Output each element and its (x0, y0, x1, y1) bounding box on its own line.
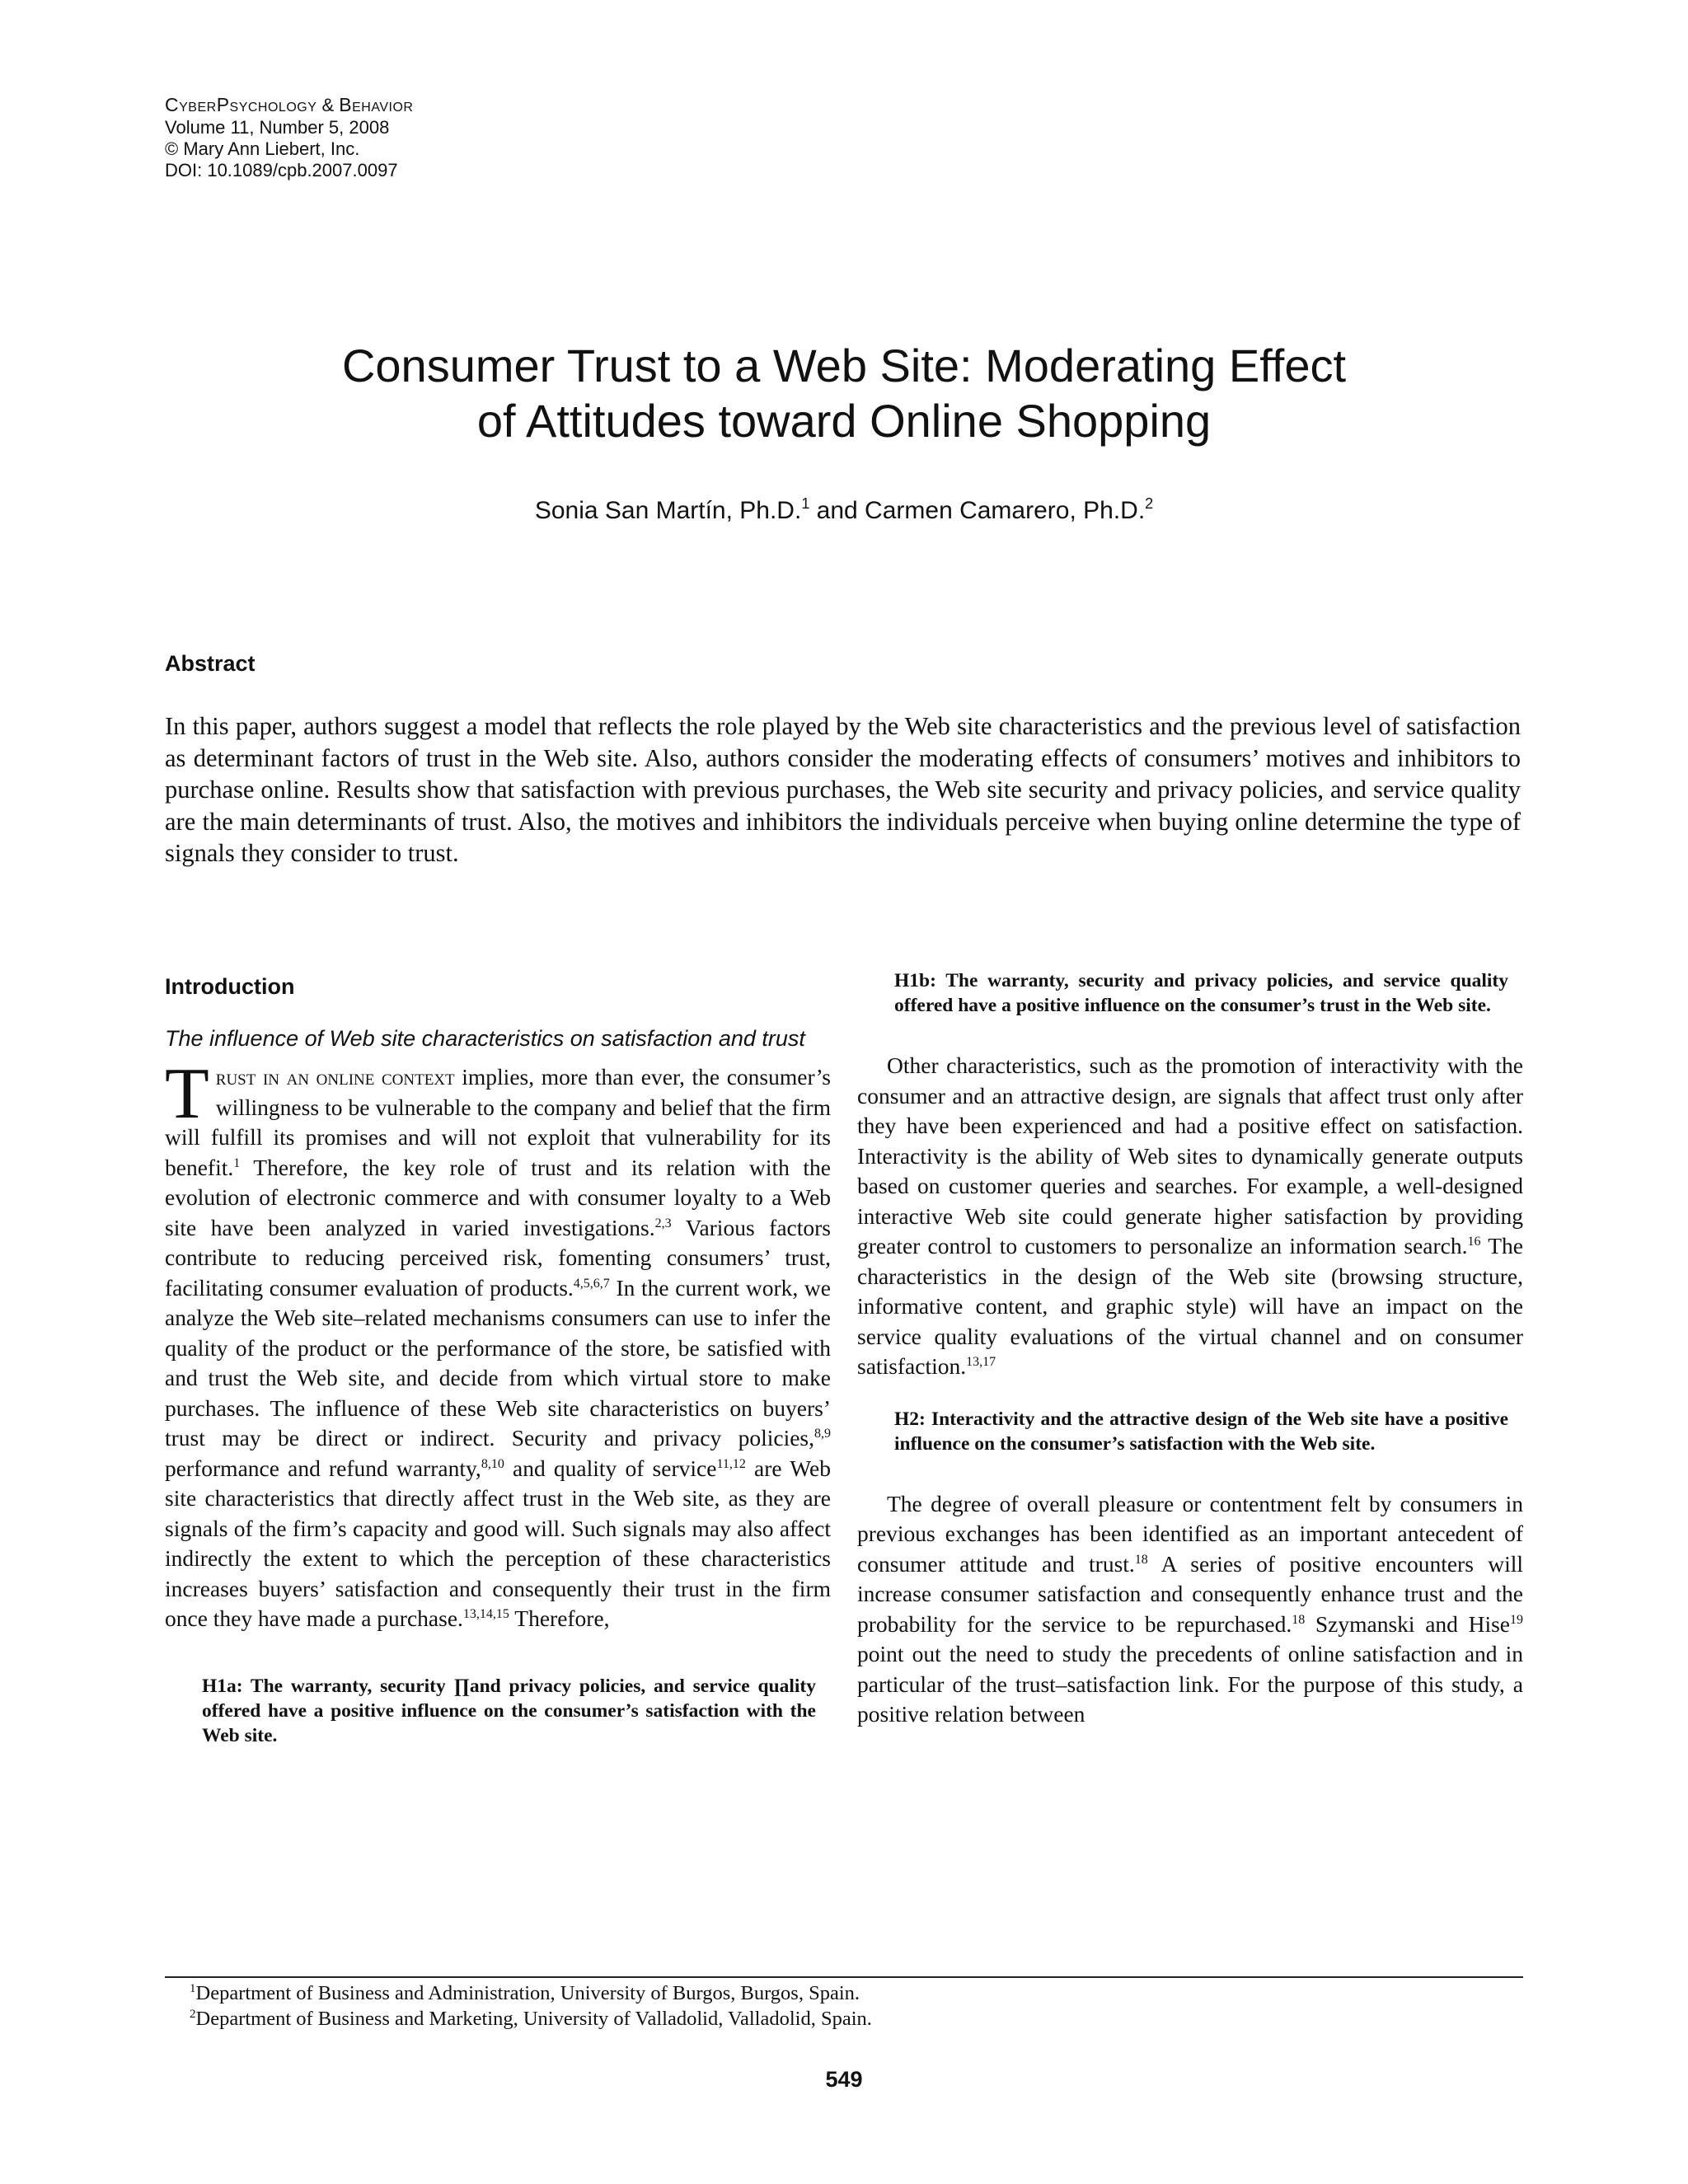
citation: 18 (1134, 1552, 1148, 1567)
text-run: Various factors contribute to reducing perceived risk, fomenting consumers’ trust, facilitating consumer evaluation of products. (165, 1214, 831, 1301)
citation: 8,10 (481, 1456, 504, 1471)
small-caps-lead: rust in an online context (215, 1064, 455, 1090)
footnote-marker: 2 (190, 2008, 196, 2021)
author-2-affiliation: 2 (1145, 495, 1154, 512)
citation: 4,5,6,7 (573, 1276, 610, 1291)
journal-copyright: © Mary Ann Liebert, Inc. (165, 138, 360, 159)
text-run: and quality of service (504, 1455, 717, 1481)
citation: 18 (1292, 1612, 1306, 1627)
footnote-text: Department of Business and Administration, University of Burgos, Burgos, Spain. (195, 1982, 860, 2004)
footnote-2 (190, 2006, 872, 2032)
author-2: and Carmen Camarero, Ph.D. (809, 497, 1146, 524)
text-run: The characteristics in the design of the Web site (browsing structure, informative content, and graphic style) will have an impact on the service quality evaluations of the virtual channel and on consumer satisfaction. (857, 1233, 1523, 1379)
journal-name-part: Psychology (216, 94, 317, 115)
text-run: Other characteristics, such as the promotion of interactivity with the consumer and an attractive design, are signals that affect trust only after they have been experienced and had a positive effect on satisfaction. Interactivity is the ability of Web sites to dynamically generate outputs based on customer queries and searches. For example, a well-designed interactive Web site could generate higher satisfaction by providing greater control to customers to personalize an information search. (857, 1052, 1523, 1258)
subsection-heading: The influence of Web site characteristics on satisfaction and trust (165, 1026, 805, 1051)
author-1: Sonia San Martín, Ph.D. (534, 497, 802, 524)
hypothesis-h1b: H1b: The warranty, security and privacy policies, and service quality offered have a positive influence on the consumer’s trust in the Web site. (894, 970, 1508, 1016)
journal-volume: Volume 11, Number 5, 2008 (165, 116, 390, 138)
journal-doi: DOI: 10.1089/cpb.2007.0097 (165, 160, 398, 181)
footnote-1 (190, 1980, 872, 2006)
text-run: The degree of overall pleasure or contentment felt by consumers in previous exchanges has been identified as an important antecedent of consumer attitude and trust. (857, 1490, 1523, 1577)
journal-name-part: & (316, 95, 340, 115)
title-line-1: Consumer Trust to a Web Site: Moderating Effect (341, 339, 1347, 391)
footnote-divider (165, 1976, 1523, 1978)
author-line (124, 497, 1564, 525)
citation: 11,12 (716, 1456, 746, 1471)
right-column (857, 968, 1523, 1730)
citation: 13,14,15 (462, 1607, 509, 1621)
page-number: 549 (825, 2067, 863, 2092)
body-paragraph (857, 1489, 1523, 1730)
journal-name-part: Behavior (339, 94, 414, 115)
left-column (165, 968, 831, 1748)
text-run: are Web site characteristics that directly affect trust in the Web site, as they are signals of the firm’s capacity and good will. Such signals may also affect indirectly the extent to which the perception of these characteristics increases buyers’ satisfaction and consequently their trust in the firm once they have made a purchase. (165, 1455, 832, 1631)
journal-header (165, 94, 413, 182)
abstract-heading: Abstract (165, 651, 256, 676)
intro-paragraph (165, 1054, 832, 1634)
text-run: Therefore, (509, 1605, 610, 1631)
footnotes (190, 1980, 872, 2032)
author-1-affiliation: 1 (801, 495, 810, 512)
hypothesis-h1a: H1a: The warranty, security ∏and privacy policies, and service quality offered have a positive influence on the consumer’s satisfaction with the Web site. (202, 1675, 816, 1746)
text-run: performance and refund warranty, (165, 1455, 481, 1481)
hypothesis-h2: H2: Interactivity and the attractive design of the Web site have a positive influence on the consumer’s satisfaction with the Web site. (894, 1408, 1508, 1455)
paper-title (124, 338, 1564, 450)
citation: 1 (233, 1155, 241, 1170)
title-line-2: of Attitudes toward Online Shopping (476, 395, 1212, 448)
footnote-text: Department of Business and Marketing, University of Valladolid, Valladolid, Spain. (195, 2008, 872, 2030)
text-run: Therefore, the key role of trust and its relation with the evolution of electronic commerce and with consumer loyalty to a Web site have been analyzed in varied investigations. (165, 1154, 831, 1240)
text-run: implies, more than ever, the consumer’s willingness to be vulnerable to the company and belief that the firm will fulfill its promises and will not exploit that vulnerability for its benefit. (165, 1064, 831, 1180)
citation: 19 (1510, 1612, 1523, 1627)
footnote-marker: 1 (190, 1982, 196, 1995)
citation: 2,3 (654, 1216, 672, 1230)
text-run: A series of positive encounters will increase consumer satisfaction and consequently enhance trust and the probability for the service to be repurchased. (857, 1550, 1523, 1637)
text-run: point out the need to study the precedents of online satisfaction and in particular of the trust–satisfaction link. For the purpose of this study, a positive relation between (857, 1641, 1523, 1727)
text-run: Szymanski and Hise (1305, 1610, 1510, 1637)
citation: 13,17 (966, 1355, 996, 1369)
text-run: In the current work, we analyze the Web site–related mechanisms consumers can use to infer the quality of the product or the performance of the store, be satisfied with and trust the Web site, and decide from which virtual store to make purchases. The influence of these Web site characteristics on buyers’ trust may be direct or indirect. Security and privacy policies, (165, 1274, 831, 1451)
section-heading-introduction: Introduction (165, 974, 295, 999)
abstract-text: In this paper, authors suggest a model that reflects the role played by the Web site characteristics and the previous level of satisfaction as determinant factors of trust in the Web site. Also, authors consider the moderating effects of consumers’ motives and inhibitors to purchase online. Results show that satisfaction with previous purchases, the Web site security and privacy policies, and service quality are the main determinants of trust. Also, the motives and inhibitors the individuals perceive when buying online determine the type of signals they consider to trust. (165, 712, 1521, 868)
journal-name-part: Cyber (165, 94, 217, 115)
journal-name (165, 94, 413, 117)
citation: 8,9 (814, 1427, 831, 1441)
body-paragraph (857, 1051, 1523, 1382)
drop-cap: T (165, 1054, 209, 1134)
citation: 16 (1467, 1235, 1481, 1249)
